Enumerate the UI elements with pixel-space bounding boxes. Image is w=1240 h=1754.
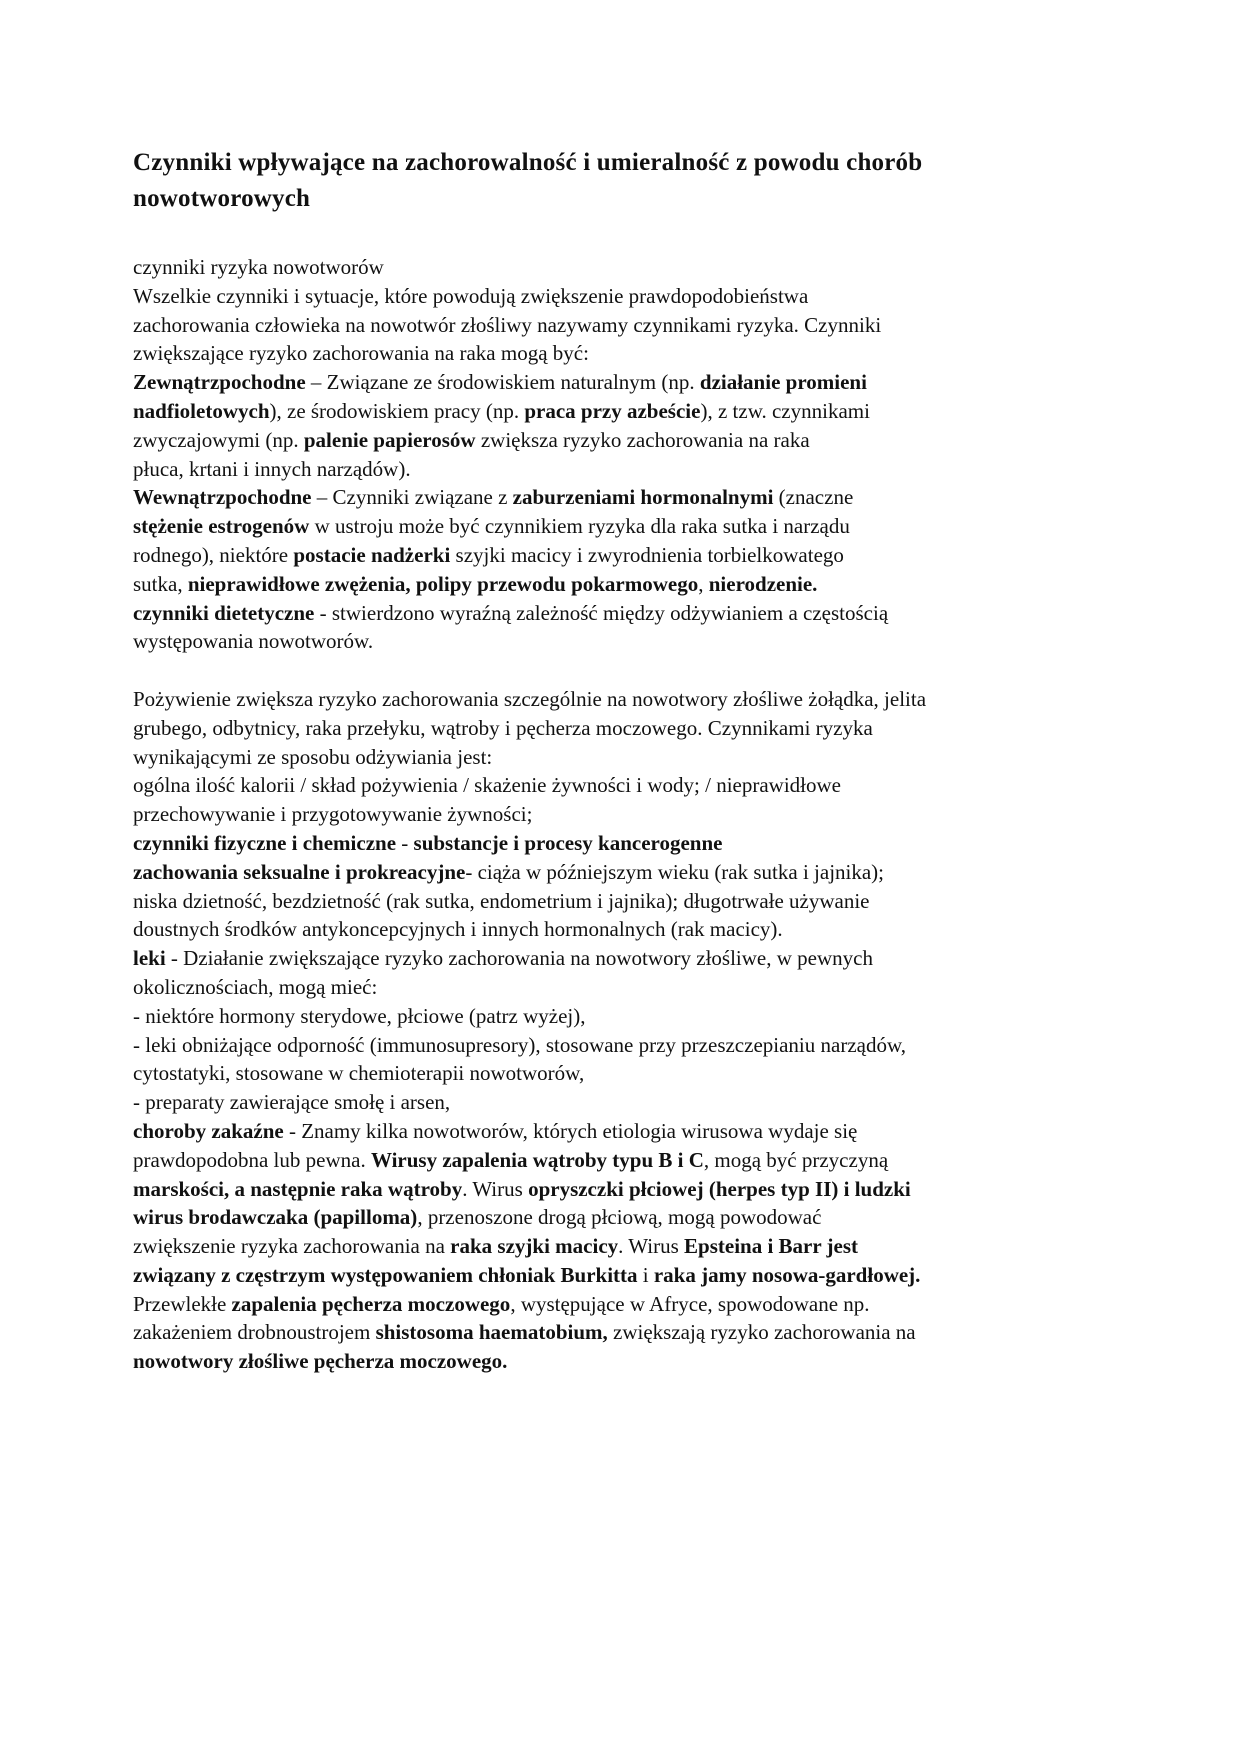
text-line	[133, 1290, 1133, 1319]
text-segment: ogólna ilość kalorii / skład pożywienia / skażenie żywności i wody; / nieprawidłowe	[133, 773, 841, 798]
document-title-line: Czynniki wpływające na zachorowalność i umieralność z powodu chorób	[133, 149, 923, 176]
text-line	[133, 800, 1133, 829]
text-segment: rodnego), niektóre	[133, 542, 294, 567]
text-line	[133, 599, 1133, 628]
text-line	[133, 685, 1133, 714]
text-segment: - leki obniżające odporność (immunosupresory), stosowane przy przeszczepianiu narządów,	[133, 1032, 907, 1057]
text-segment: grubego, odbytnicy, raka przełyku, wątroby i pęcherza moczowego. Czynnikami ryzyka	[133, 715, 873, 740]
text-line	[133, 829, 1133, 858]
bold-text-segment: palenie papierosów	[303, 427, 476, 452]
bold-text-segment: związany z częstrzym występowaniem chłoniak Burkitta	[133, 1262, 638, 1287]
bold-text-segment: marskości, a następnie raka wątroby	[133, 1176, 463, 1201]
text-line	[133, 541, 1133, 570]
bold-text-segment: praca przy azbeście	[524, 398, 701, 423]
text-segment: - niektóre hormony sterydowe, płciowe (patrz wyżej),	[133, 1003, 586, 1028]
bold-text-segment: działanie promieni	[699, 370, 867, 395]
text-segment: zachorowania człowieka na nowotwór złośliwy nazywamy czynnikami ryzyka. Czynniki	[133, 312, 882, 337]
text-segment: zwiększa ryzyko zachorowania na raka	[475, 427, 810, 452]
text-segment: -	[396, 830, 414, 855]
text-line	[133, 1031, 1133, 1060]
text-segment: prawdopodobna lub pewna.	[133, 1147, 371, 1172]
bold-text-segment: nowotwory złośliwe pęcherza moczowego.	[133, 1349, 508, 1374]
document-title	[133, 145, 1133, 217]
text-line	[133, 1146, 1133, 1175]
text-line	[133, 426, 1133, 455]
bold-text-segment: raka szyjki macicy	[450, 1234, 619, 1259]
text-line	[133, 1203, 1133, 1232]
text-segment: . Wirus	[462, 1176, 529, 1201]
text-segment: - Działanie zwiększające ryzyko zachorowania na nowotwory złośliwe, w pewnych	[165, 946, 873, 971]
text-segment: zwiększają ryzyko zachorowania na	[607, 1320, 916, 1345]
text-line	[133, 253, 1133, 282]
text-segment: szyjki macicy i zwyrodnienia torbielkowatego	[450, 542, 844, 567]
text-segment: , przenoszone drogą płciową, mogą powodować	[417, 1205, 822, 1230]
text-line	[133, 368, 1133, 397]
bold-text-segment: shistosoma haematobium,	[375, 1320, 608, 1345]
text-line	[133, 1002, 1133, 1031]
text-segment: płuca, krtani i innych narządów).	[133, 456, 411, 481]
text-line	[133, 282, 1133, 311]
text-segment: - Znamy kilka nowotworów, których etiologia wirusowa wydaje się	[283, 1118, 858, 1143]
bold-text-segment: Zewnątrzpochodne	[133, 370, 306, 395]
text-segment: ,	[698, 571, 709, 596]
text-line	[133, 483, 1133, 512]
text-line	[133, 771, 1133, 800]
text-segment: . Wirus	[618, 1234, 685, 1259]
text-segment: występowania nowotworów.	[133, 629, 374, 654]
bold-text-segment: postacie nadżerki	[293, 542, 451, 567]
bold-text-segment: czynniki dietetyczne	[133, 600, 315, 625]
text-segment: - stwierdzono wyraźną zależność między odżywianiem a częstością	[314, 600, 889, 625]
text-line	[133, 397, 1133, 426]
bold-text-segment: raka jamy nosowa-gardłowej.	[653, 1262, 921, 1287]
text-line	[133, 311, 1133, 340]
text-line	[133, 1088, 1133, 1117]
paragraph	[133, 253, 1133, 656]
text-segment: niska dzietność, bezdzietność (rak sutka, endometrium i jajnika); długotrwałe używanie	[133, 888, 870, 913]
text-line	[133, 1318, 1133, 1347]
bold-text-segment: zaburzeniami hormonalnymi	[512, 485, 774, 510]
text-segment: , występujące w Afryce, spowodowane np.	[510, 1291, 870, 1316]
bold-text-segment: Wewnątrzpochodne	[133, 485, 312, 510]
bold-text-segment: wirus brodawczaka (papilloma)	[133, 1205, 418, 1230]
text-line	[133, 455, 1133, 484]
document-title-line: nowotworowych	[133, 185, 311, 212]
text-line	[133, 512, 1133, 541]
text-line	[133, 627, 1133, 656]
bold-text-segment: nadfioletowych	[133, 398, 270, 423]
text-segment: zwyczajowymi (np.	[133, 427, 304, 452]
bold-text-segment: Epsteina i Barr jest	[684, 1234, 859, 1259]
text-segment: wynikającymi ze sposobu odżywiania jest:	[133, 744, 493, 769]
text-segment: przechowywanie i przygotowywanie żywności;	[133, 802, 533, 827]
text-segment: - preparaty zawierające smołę i arsen,	[133, 1090, 451, 1115]
bold-text-segment: opryszczki płciowej (herpes typ II) i ludzki	[528, 1176, 911, 1201]
text-segment: – Czynniki związane z	[311, 485, 513, 510]
text-line	[133, 1117, 1133, 1146]
text-line	[133, 973, 1133, 1002]
text-segment: zwiększające ryzyko zachorowania na raka mogą być:	[133, 341, 589, 366]
text-line	[133, 714, 1133, 743]
bold-text-segment: zapalenia pęcherza moczowego	[231, 1291, 511, 1316]
text-segment: Wszelkie czynniki i sytuacje, które powodują zwiększenie prawdopodobieństwa	[133, 283, 809, 308]
text-segment: sutka,	[133, 571, 188, 596]
text-line	[133, 858, 1133, 887]
text-line	[133, 743, 1133, 772]
text-line	[133, 915, 1133, 944]
bold-text-segment: nieprawidłowe zwężenia, polipy przewodu pokarmowego	[187, 571, 699, 596]
document-content	[133, 145, 1133, 1376]
text-segment: Przewlekłe	[133, 1291, 232, 1316]
bold-text-segment: nierodzenie.	[708, 571, 818, 596]
text-segment: okolicznościach, mogą mieć:	[133, 974, 378, 999]
bold-text-segment: choroby zakaźne	[133, 1118, 284, 1143]
paragraph	[133, 685, 1133, 1376]
text-segment: i	[637, 1262, 654, 1287]
text-line	[133, 1261, 1133, 1290]
text-segment: w ustroju może być czynnikiem ryzyka dla raka sutka i narządu	[309, 514, 850, 539]
text-segment: cytostatyki, stosowane w chemioterapii nowotworów,	[133, 1061, 585, 1086]
text-segment: , mogą być przyczyną	[703, 1147, 889, 1172]
text-segment: - ciąża w późniejszym wieku (rak sutka i jajnika);	[465, 859, 885, 884]
text-segment: (znaczne	[773, 485, 854, 510]
text-segment: ), z tzw. czynnikami	[700, 398, 870, 423]
bold-text-segment: substancje i procesy kancerogenne	[413, 830, 723, 855]
bold-text-segment: stężenie estrogenów	[133, 514, 310, 539]
text-line	[133, 1347, 1133, 1376]
bold-text-segment: czynniki fizyczne i chemiczne	[133, 830, 397, 855]
text-segment: ), ze środowiskiem pracy (np.	[269, 398, 525, 423]
text-line	[133, 570, 1133, 599]
bold-text-segment: leki	[133, 946, 166, 971]
bold-text-segment: Wirusy zapalenia wątroby typu B i C	[370, 1147, 704, 1172]
text-line	[133, 1175, 1133, 1204]
text-line	[133, 944, 1133, 973]
text-segment: doustnych środków antykoncepcyjnych i innych hormonalnych (rak macicy).	[133, 917, 783, 942]
text-segment: czynniki ryzyka nowotworów	[133, 255, 384, 279]
document-body	[133, 253, 1133, 1376]
text-line	[133, 1059, 1133, 1088]
text-segment: Pożywienie zwiększa ryzyko zachorowania szczególnie na nowotwory złośliwe żołądka, jelita	[133, 686, 927, 711]
text-segment: – Związane ze środowiskiem naturalnym (np.	[305, 370, 700, 395]
text-segment: zakażeniem drobnoustrojem	[133, 1320, 376, 1345]
text-segment: zwiększenie ryzyka zachorowania na	[133, 1234, 451, 1259]
text-line	[133, 339, 1133, 368]
text-line	[133, 887, 1133, 916]
text-line	[133, 1232, 1133, 1261]
bold-text-segment: zachowania seksualne i prokreacyjne	[133, 859, 466, 884]
